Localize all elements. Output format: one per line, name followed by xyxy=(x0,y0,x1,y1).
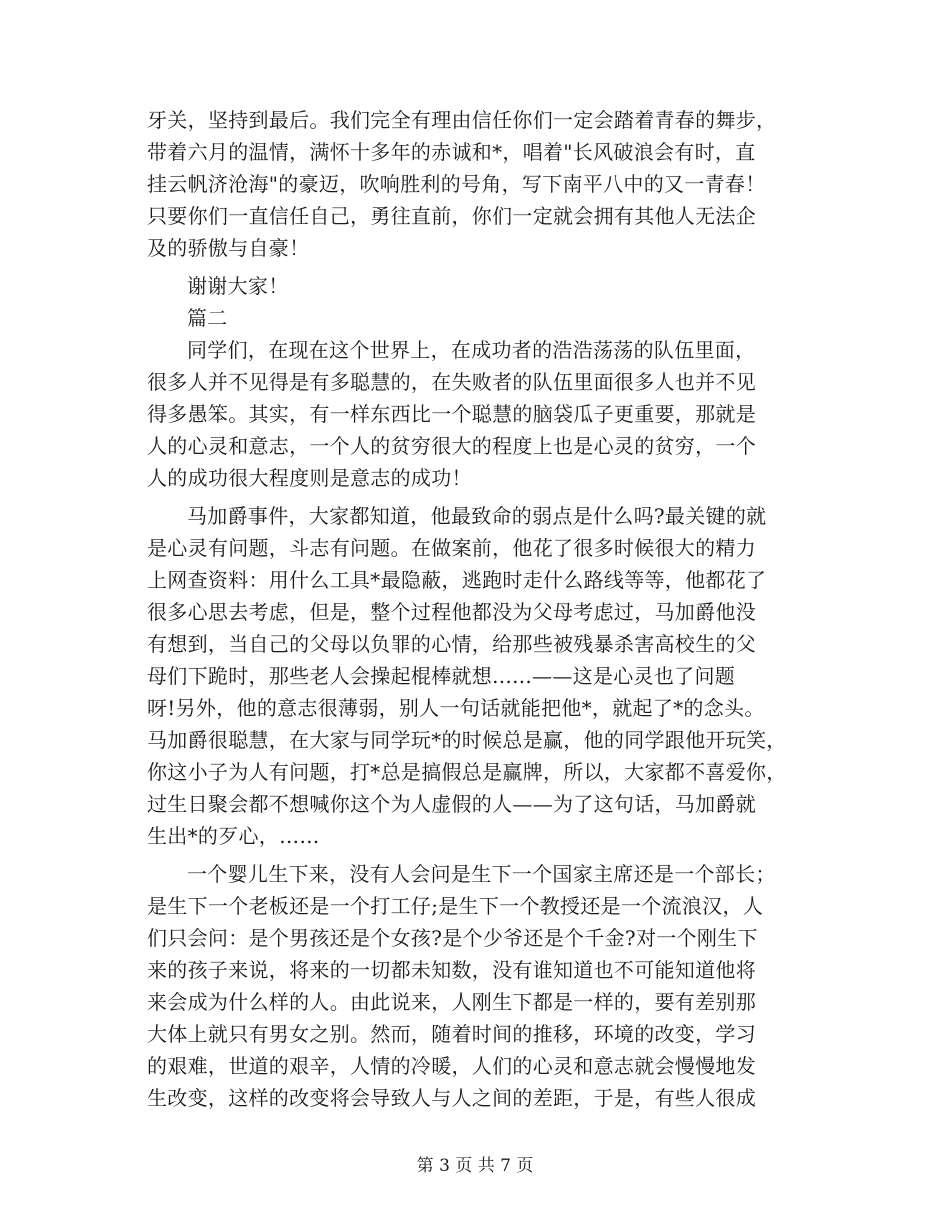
text-line: 得多愚笨。其实，有一样东西比一个聪慧的脑袋瓜子更重要，那就是 xyxy=(147,402,756,426)
text-line: 人的成功很大程度则是意志的成功！ xyxy=(147,466,472,490)
text-line: 只要你们一直信任自己，勇往直前，你们一定就会拥有其他人无法企 xyxy=(147,204,756,228)
text-line: 挂云帆济沧海"的豪迈，吹响胜利的号角，写下南平八中的又一青春！ xyxy=(147,172,766,196)
text-line: 谢谢大家！ xyxy=(187,274,289,298)
section-heading: 篇二 xyxy=(187,306,228,330)
text-line: 生改变，这样的改变将会导致人与人之间的差距，于是，有些人很成 xyxy=(147,1086,756,1110)
text-line: 母们下跪时，那些老人会操起棍棒就想......——这是心灵也了问题 xyxy=(147,664,736,688)
text-line: 你这小子为人有问题，打*总是搞假总是赢牌，所以，大家都不喜爱你， xyxy=(147,760,787,784)
text-line: 来的孩子来说，将来的一切都未知数，没有谁知道也不可能知道他将 xyxy=(147,958,756,982)
text-line: 来会成为什么样的人。由此说来，人刚生下都是一样的，要有差别那 xyxy=(147,990,756,1014)
text-line: 牙关，坚持到最后。我们完全有理由信任你们一定会踏着青春的舞步， xyxy=(147,108,777,132)
text-line: 及的骄傲与自豪！ xyxy=(147,236,310,260)
text-line: 是生下一个老板还是一个打工仔;是生下一个教授还是一个流浪汉，人 xyxy=(147,894,764,918)
text-line: 是心灵有问题，斗志有问题。在做案前，他花了很多时候很大的精力 xyxy=(147,536,756,560)
text-line: 过生日聚会都不想喊你这个为人虚假的人——为了这句话，马加爵就 xyxy=(147,792,756,816)
page-footer: 第 3 页 共 7 页 xyxy=(416,1156,534,1176)
text-line: 大体上就只有男女之别。然而，随着时间的推移，环境的改变，学习 xyxy=(147,1022,756,1046)
text-line: 一个婴儿生下来，没有人会问是生下一个国家主席还是一个部长； xyxy=(187,862,776,886)
text-line: 带着六月的温情，满怀十多年的赤诚和*，唱着"长风破浪会有时，直 xyxy=(147,140,756,164)
text-line: 很多人并不见得是有多聪慧的，在失败者的队伍里面很多人也并不见 xyxy=(147,370,756,394)
text-line: 人的心灵和意志，一个人的贫穷很大的程度上也是心灵的贫穷，一个 xyxy=(147,434,756,458)
text-line: 的艰难，世道的艰辛，人情的冷暖，人们的心灵和意志就会慢慢地发 xyxy=(147,1054,756,1078)
text-line: 生出*的歹心，…… xyxy=(147,824,320,848)
text-line: 们只会问：是个男孩还是个女孩?是个少爷还是个千金?对一个刚生下 xyxy=(147,926,758,950)
text-line: 呀!另外，他的意志很薄弱，别人一句话就能把他*，就起了*的念头。 xyxy=(147,696,765,720)
text-line: 上网查资料：用什么工具*最隐蔽，逃跑时走什么路线等等，他都花了 xyxy=(147,568,767,592)
text-line: 马加爵很聪慧，在大家与同学玩*的时候总是赢，他的同学跟他开玩笑， xyxy=(147,728,787,752)
text-line: 马加爵事件，大家都知道，他最致命的弱点是什么吗?最关键的就 xyxy=(187,504,767,528)
text-line: 同学们，在现在这个世界上，在成功者的浩浩荡荡的队伍里面， xyxy=(187,338,756,362)
text-line: 很多心思去考虑，但是，整个过程他都没为父母考虑过，马加爵他没 xyxy=(147,600,756,624)
text-line: 有想到，当自己的父母以负罪的心情，给那些被残暴杀害高校生的父 xyxy=(147,632,756,656)
